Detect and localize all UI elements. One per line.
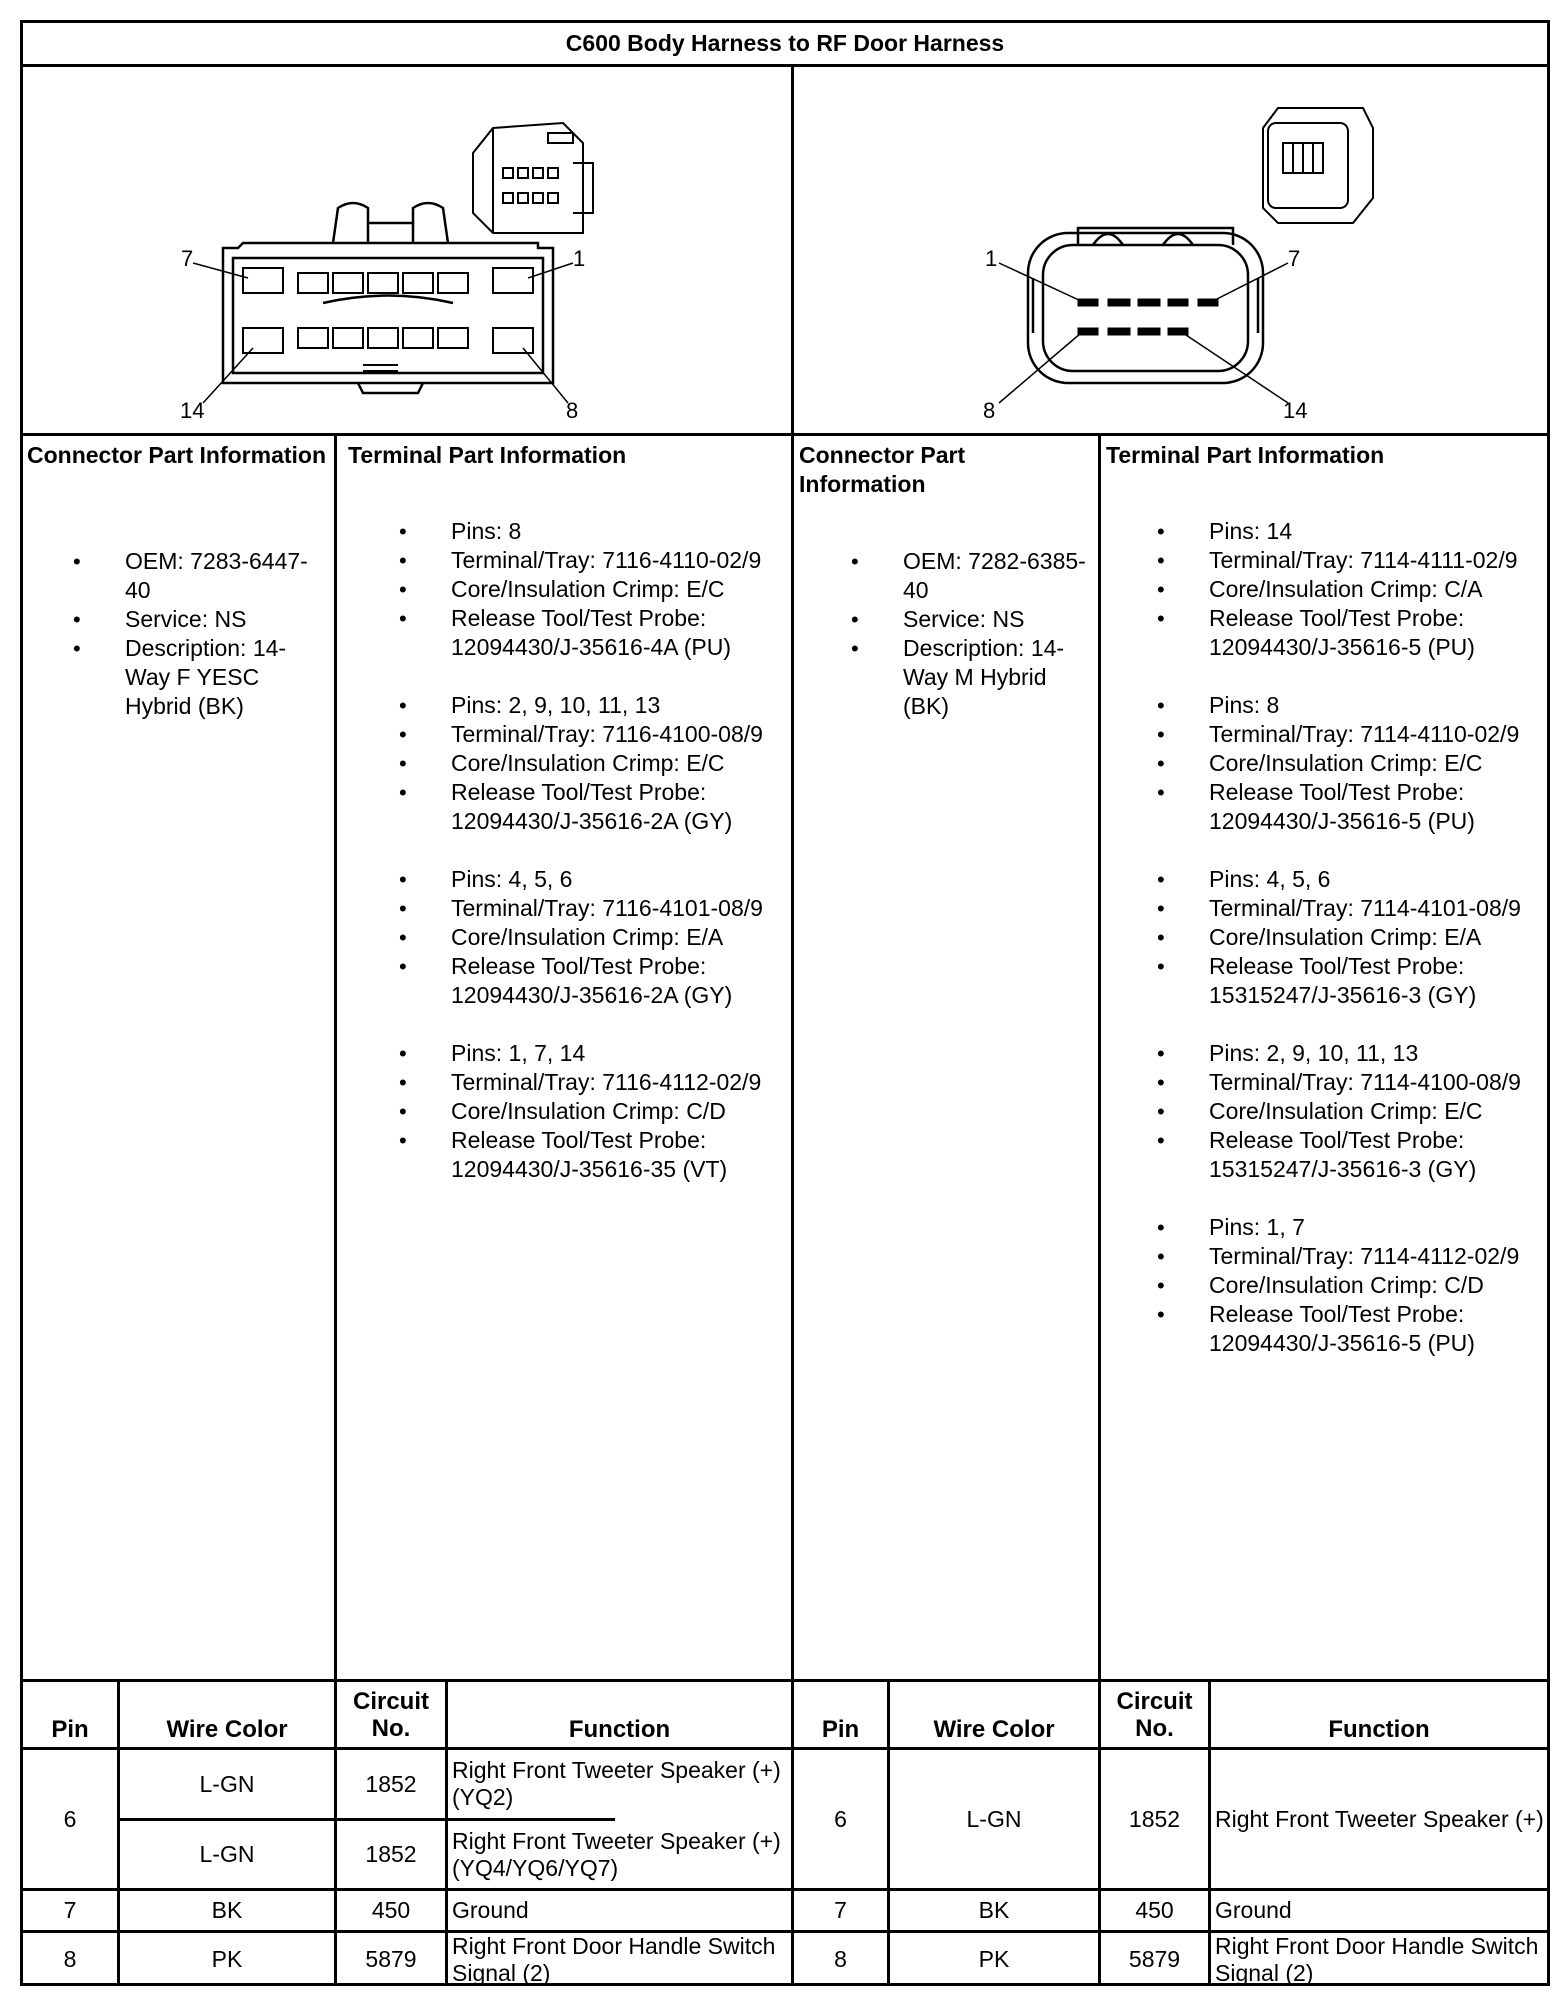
pin-label: 7: [1288, 246, 1301, 271]
connector-info-item: • OEM: 7283-6447-40: [73, 547, 328, 605]
pin-label: 14: [1283, 398, 1308, 423]
connector-info-item: • Service: NS: [851, 605, 1096, 634]
crimp: • Core/Insulation Crimp: E/A: [1157, 923, 1542, 952]
pin-cell: 6: [63, 1805, 77, 1832]
function-cell: Right Front Tweeter Speaker (+) (YQ2): [452, 1757, 781, 1810]
release-tool: • Release Tool/Test Probe: 12094430/J-35616-4A (PU): [399, 604, 784, 662]
circuit-cell: 1852: [365, 1770, 417, 1797]
circuit-cell: 1852: [365, 1841, 417, 1867]
terminal-group: [1157, 1213, 1542, 1358]
connector-info-list: [73, 547, 328, 721]
circuit-cell: 450: [371, 1897, 411, 1923]
terminal-group: [399, 691, 784, 836]
crimp: • Core/Insulation Crimp: E/A: [399, 923, 784, 952]
terminal-tray: • Terminal/Tray: 7116-4110-02/9: [399, 546, 784, 575]
col-header-function: Function: [568, 1716, 671, 1743]
terminal-info-heading: Terminal Part Information: [1106, 442, 1385, 468]
function-cell: Right Front Tweeter Speaker (+) (YQ4/YQ6/YQ7): [452, 1827, 781, 1881]
circuit-cell: 450: [1135, 1897, 1174, 1923]
pin-label: 1: [985, 246, 998, 271]
crimp: • Core/Insulation Crimp: E/C: [399, 575, 784, 604]
function-cell: Right Front Tweeter Speaker (+): [1215, 1805, 1544, 1832]
wire-color-cell: L-GN: [966, 1805, 1022, 1832]
terminal-group: [1157, 865, 1542, 1010]
function-cell: Right Front Door Handle Switch Signal (2): [452, 1932, 776, 1986]
connector-info-item: • Description: 14-Way M Hybrid (BK): [851, 634, 1096, 721]
connector-info-heading: Connector Part Information: [799, 442, 966, 497]
connector-info-heading: Connector Part Information: [27, 442, 327, 468]
pin-cell: 8: [63, 1946, 77, 1972]
function-cell: Right Front Door Handle Switch Signal (2): [1215, 1932, 1539, 1986]
pins: • Pins: 4, 5, 6: [1157, 865, 1542, 894]
terminal-cavities: [1078, 299, 1218, 335]
crimp: • Core/Insulation Crimp: C/A: [1157, 575, 1542, 604]
col-header-wire-color: Wire Color: [933, 1716, 1055, 1743]
crimp: • Core/Insulation Crimp: C/D: [1157, 1271, 1542, 1300]
release-tool: • Release Tool/Test Probe: 12094430/J-35616-2A (GY): [399, 952, 784, 1010]
crimp: • Core/Insulation Crimp: E/C: [1157, 1097, 1542, 1126]
terminal-tray: • Terminal/Tray: 7114-4101-08/9: [1157, 894, 1542, 923]
connector-info-item: • Service: NS: [73, 605, 328, 634]
circuit-cell: 1852: [1128, 1805, 1181, 1832]
wire-color-cell: PK: [978, 1946, 1010, 1972]
wire-color-cell: L-GN: [199, 1841, 255, 1867]
circuit-cell: 5879: [365, 1946, 417, 1972]
rule: [23, 433, 1547, 436]
pins: • Pins: 8: [399, 517, 784, 546]
col-header-pin: Pin: [51, 1716, 89, 1743]
wire-color-cell: BK: [211, 1897, 243, 1923]
pins: • Pins: 2, 9, 10, 11, 13: [399, 691, 784, 720]
release-tool: • Release Tool/Test Probe: 12094430/J-35616-35 (VT): [399, 1126, 784, 1184]
rule: [23, 64, 1547, 67]
terminal-info-heading: Terminal Part Information: [348, 442, 627, 468]
release-tool: • Release Tool/Test Probe: 12094430/J-35616-5 (PU): [1157, 604, 1542, 662]
connector-3d-thumbnail: [473, 123, 593, 233]
function-cell: Ground: [452, 1897, 529, 1923]
pins: • Pins: 14: [1157, 517, 1542, 546]
pin-cell: 6: [834, 1805, 847, 1832]
terminal-group: [399, 1039, 784, 1184]
pinout-sheet: [20, 20, 1550, 1986]
release-tool: • Release Tool/Test Probe: 12094430/J-35616-5 (PU): [1157, 1300, 1542, 1358]
release-tool: • Release Tool/Test Probe: 15315247/J-35616-3 (GY): [1157, 952, 1542, 1010]
connector-info-item: • OEM: 7282-6385-40: [851, 547, 1096, 605]
pin-cell: 7: [63, 1897, 77, 1923]
pin-label: 1: [573, 246, 586, 271]
terminal-info-list: [399, 517, 784, 1213]
terminal-tray: • Terminal/Tray: 7114-4110-02/9: [1157, 720, 1542, 749]
connector-info-item: • Description: 14-Way F YESC Hybrid (BK): [73, 634, 328, 721]
col-header-circuit: Circuit No.: [352, 1687, 429, 1742]
male-connector-diagram: [963, 83, 1383, 428]
crimp: • Core/Insulation Crimp: C/D: [399, 1097, 784, 1126]
sheet-title: C600 Body Harness to RF Door Harness: [565, 30, 1005, 56]
pin-label: 8: [566, 398, 579, 423]
col-header-wire-color: Wire Color: [166, 1716, 288, 1743]
terminal-group: [1157, 691, 1542, 836]
wire-color-cell: L-GN: [199, 1770, 255, 1797]
col-header-function: Function: [1328, 1716, 1430, 1743]
terminal-tray: • Terminal/Tray: 7116-4101-08/9: [399, 894, 784, 923]
release-tool: • Release Tool/Test Probe: 15315247/J-35616-3 (GY): [1157, 1126, 1542, 1184]
terminal-group: [399, 865, 784, 1010]
terminal-info-list: [1157, 517, 1542, 1387]
pin-cell: 8: [834, 1946, 847, 1972]
terminal-tray: • Terminal/Tray: 7116-4112-02/9: [399, 1068, 784, 1097]
pins: • Pins: 1, 7, 14: [399, 1039, 784, 1068]
release-tool: • Release Tool/Test Probe: 12094430/J-35616-2A (GY): [399, 778, 784, 836]
col-header-circuit: Circuit No.: [1116, 1687, 1193, 1742]
terminal-tray: • Terminal/Tray: 7114-4100-08/9: [1157, 1068, 1542, 1097]
col-header-pin: Pin: [821, 1716, 860, 1743]
circuit-cell: 5879: [1128, 1946, 1181, 1972]
crimp: • Core/Insulation Crimp: E/C: [399, 749, 784, 778]
pins: • Pins: 2, 9, 10, 11, 13: [1157, 1039, 1542, 1068]
pin-label: 8: [983, 398, 996, 423]
wire-color-cell: PK: [211, 1946, 243, 1972]
terminal-cavities: [243, 268, 533, 371]
connector-3d-thumbnail: [1263, 108, 1373, 223]
pin-label: 14: [180, 398, 205, 423]
pin-label: 7: [181, 246, 194, 271]
pin-cell: 7: [834, 1897, 847, 1923]
terminal-group: [399, 517, 784, 662]
terminal-tray: • Terminal/Tray: 7116-4100-08/9: [399, 720, 784, 749]
terminal-group: [1157, 1039, 1542, 1184]
pins: • Pins: 1, 7: [1157, 1213, 1542, 1242]
terminal-tray: • Terminal/Tray: 7114-4112-02/9: [1157, 1242, 1542, 1271]
function-cell: Ground: [1215, 1897, 1292, 1923]
pins: • Pins: 4, 5, 6: [399, 865, 784, 894]
terminal-tray: • Terminal/Tray: 7114-4111-02/9: [1157, 546, 1542, 575]
wire-color-cell: BK: [978, 1897, 1010, 1923]
terminal-group: [1157, 517, 1542, 662]
connector-info-list: [851, 547, 1096, 721]
pins: • Pins: 8: [1157, 691, 1542, 720]
crimp: • Core/Insulation Crimp: E/C: [1157, 749, 1542, 778]
female-connector-diagram: [163, 83, 663, 428]
release-tool: • Release Tool/Test Probe: 12094430/J-35616-5 (PU): [1157, 778, 1542, 836]
